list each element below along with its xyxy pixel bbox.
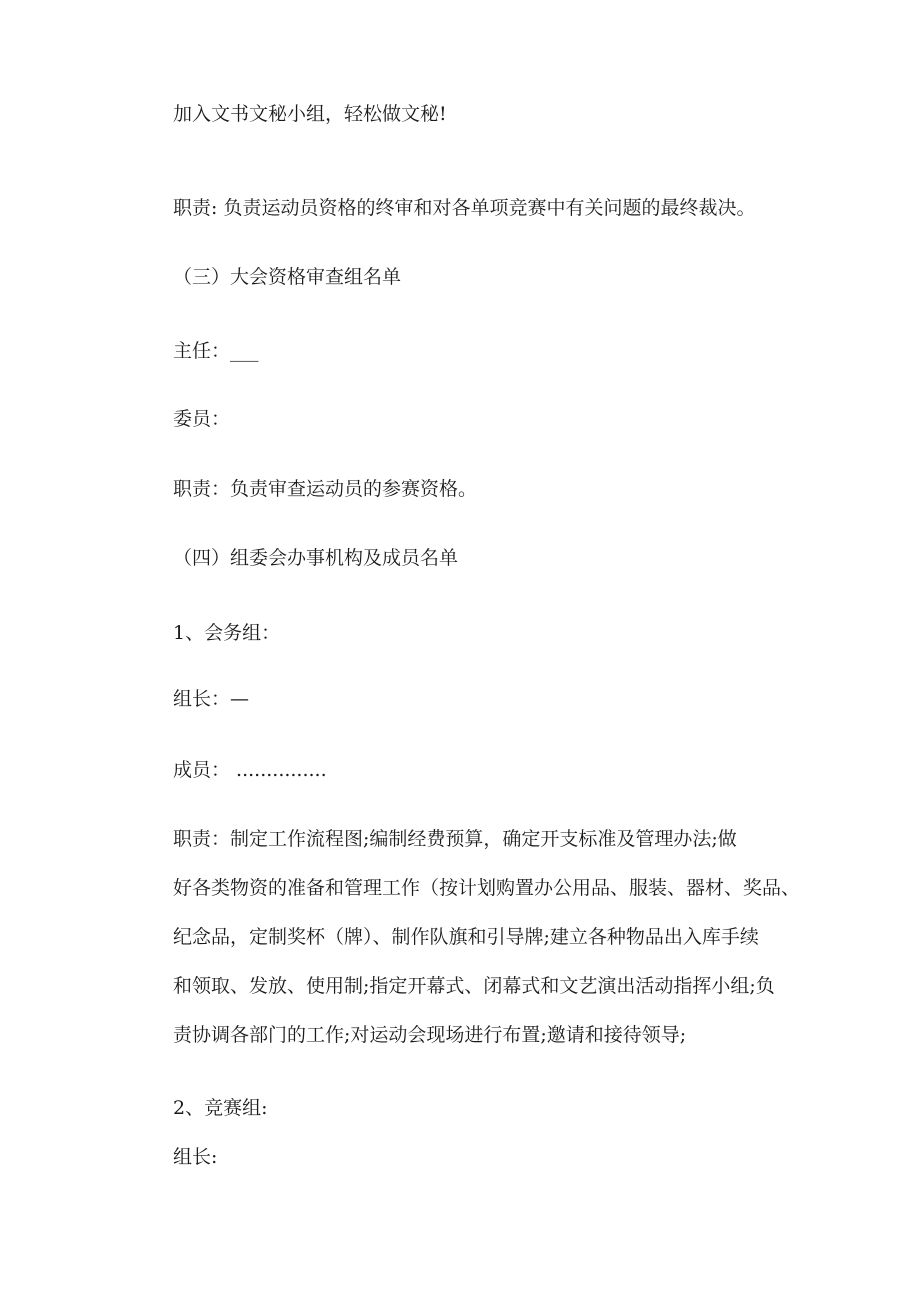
duty-final-text: 职责: 负责运动员资格的终审和对各单项竞赛中有关问题的最终裁决。 (173, 197, 756, 219)
duty-review-text: 职责：负责审查运动员的参赛资格。 (173, 478, 478, 500)
group-2-leader: 组长: (173, 1146, 218, 1168)
promo-text: 加入文书文秘小组，轻松做文秘! (173, 103, 447, 125)
group-1-duty-paragraph (173, 827, 801, 1072)
group-1-leader: 组长：— (173, 688, 250, 710)
duty-line: 职责：制定工作流程图;编制经费预算，确定开支标准及管理办法;做 (173, 828, 737, 850)
group-2-title: 2、竞赛组: (173, 1097, 268, 1119)
duty-line: 责协调各部门的工作;对运动会现场进行布置;邀请和接待领导; (173, 1024, 687, 1046)
members-line: 委员： (173, 408, 231, 430)
duty-line: 纪念品，定制奖杯（牌）、制作队旗和引导牌;建立各种物品出入库手续 (173, 926, 759, 948)
group-1-title: 1、会务组： (173, 622, 281, 644)
duty-line: 好各类物资的准备和管理工作（按计划购置办公用品、服装、器材、奖品、 (173, 877, 801, 899)
section-4-title: （四）组委会办事机构及成员名单 (173, 547, 459, 569)
director-line: 主任：___ (173, 340, 259, 362)
group-1-members: 成员： ............... (173, 759, 327, 781)
section-3-title: （三）大会资格审查组名单 (173, 266, 402, 288)
duty-line: 和领取、发放、使用制;指定开幕式、闭幕式和文艺演出活动指挥小组;负 (173, 975, 775, 997)
